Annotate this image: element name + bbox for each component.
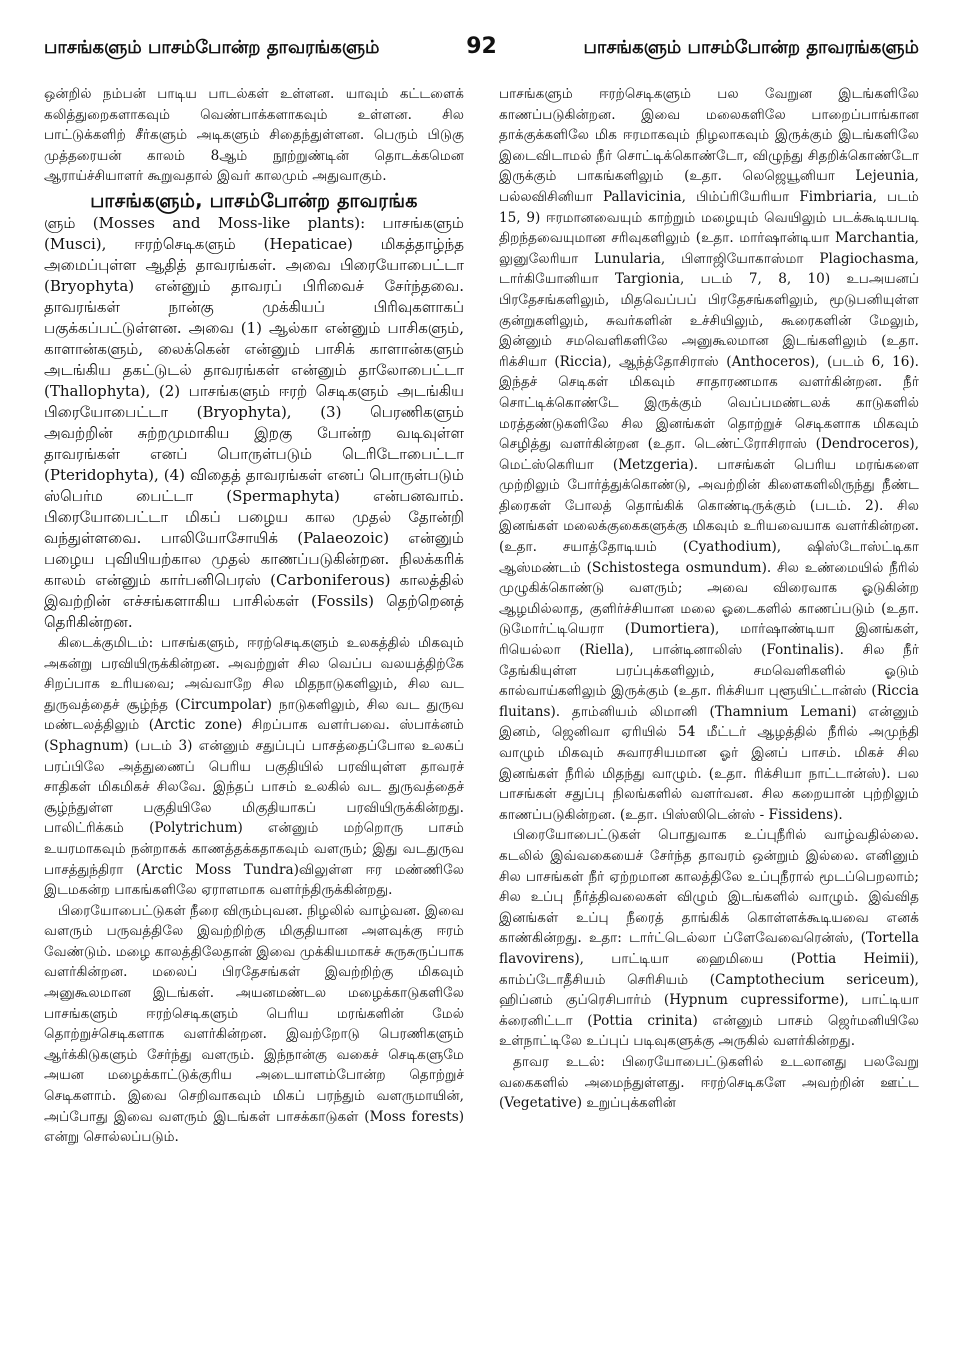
intro-paragraph: ஒன்றில் நம்பன் பாடிய பாடல்கள் உள்ளன. யாவும் கட்டளைக் கலித்துறைகளாகவும் வெண்பாக்களாகவும் உள்ளன. சில பாட்டுக்களிற் சீர்களும் அடிகளும் சிதைந்துள்ளன. பெரும் பிடுகு முத்தரையன் காலம் 8ஆம் நூற்றுண்டின் தொடக்கமென ஆராய்ச்சியாளர் கூறுவதால் இவர் காலமும் அதுவாகும்.	[44, 86, 464, 185]
header-right-title: பாசங்களும் பாசம்போன்ற தாவரங்களும்	[583, 37, 919, 58]
header-left-title: பாசங்களும் பாசம்போன்ற தாவரங்களும்	[44, 37, 380, 58]
text-columns	[44, 84, 919, 1148]
left-column	[44, 84, 464, 1148]
distribution-paragraph: கிடைக்குமிடம்: பாசங்களும், ஈரற்செடிகளும் உலகத்தில் மிகவும் அகன்று பரவியிருக்கின்றன. அவற்றுள் சில வெப்ப வலயத்திற்கே சிறப்பாக உரியவை; அவ்வாறே சில மிதநாடுகளிலும், சில வட துருவத்தைச் சூழ்ந்த (Circumpolar) நாடுகளிலும், சில வட துருவ மண்டலத்திலும் (Arctic zone) சிறப்பாக வளர்பவை. ஸ்பாக்னம் (Sphagnum) (படம் 3) என்னும் சதுப்புப் பாசத்தைப்போல உலகப் பரப்பிலே அத்துணைப் பெரிய பகுதியில் பரவியுள்ள தாவரச் சாதிகள் மிகமிகச் சிலவே. இந்தப் பாசம் உலகில் வட துருவத்தைச் சூழ்ந்துள்ள பகுதியிலே மிகுதியாகப் பரவியிருக்கின்றது. பாலிட்ரிக்கம் (Polytrichum) என்னும் மற்றொரு பாசம் உயரமாகவும் நன்றாகக் காணத்தக்கதாகவும் வளரும்; இது வடதுருவ பாசத்துந்திரா (Arctic Moss Tundra)விலுள்ள ஈர மண்ணிலே இடமகன்ற பாகங்களிலே ஏராளமாக வளர்ந்திருக்கின்றது.	[44, 634, 464, 899]
running-header	[44, 34, 919, 70]
habitats-paragraph: பாசங்களும் ஈரற்செடிகளும் பல வேறுன இடங்களிலே காணப்படுகின்றன. இவை மலைகளிலே பாறைப்பாங்கான தாக்குக்களிலே மிக ஈரமாகவும் நிழலாகவும் இருக்கும் இடங்களிலே இடைவிடாமல் நீர் சொட்டிக்கொண்டோ, விழுந்து சிதறிக்கொண்டோ இருக்கும் பாகங்களிலும் (உதா. லெஜெயூனியா Lejeunia, பல்லவிசினியா Pallavicinia, பிம்ப்ரியேரியா Fimbriaria, படம் 15, 9) ஈரமானவையும் காற்றும் மழையும் வெயிலும் படக்கூடியபடி திறந்தவையுமான சரிவுகளிலும் (உதா. மார்ஷான்டியா Marchantia, லுனுலேரியா Lunularia, பிளாஜியோகாஸ்மா Plagiochasma, டார்கியோனியா Targionia, படம் 7, 8, 10) உபஅயனப் பிரதேசங்களிலும், மிதவெப்பப் பிரதேசங்களிலும், மூடுபனியுள்ள குன்றுகளிலும், சுவர்களின் உச்சியிலும், கூரைகளின் மேலும், இன்னும் சமவெளிகளிலே அனுகூலமான இடங்களிலும் (உதா. ரிக்சியா (Riccia), ஆந்த்தோசிராஸ் (Anthoceros), (படம் 6, 16). இந்தச் செடிகள் மிகவும் சாதாரணமாக வளர்கின்றன. நீர் சொட்டிக்கொண்டே இருக்கும் வெப்பமண்டலக் காடுகளில் மரத்தண்டுகளிலே சில இனங்கள் தொற்றுச் செடிகளாக மிகவும் செழித்து வளர்கின்றன (உதா. டெண்ட்ரோசிராஸ் (Dendroceros), மெட்ஸ்கெரியா (Metzgeria). பாசங்கள் பெரிய மரங்களை முற்றிலும் போர்த்துக்கொண்டு, அவற்றின் கிளைகளிலிருந்து நீண்ட திரைகள் போலத் தொங்கிக் கொண்டிருக்கும் (படம். 2). சில இனங்கள் மலைக்குகைகளுக்கு மிகவும் உரியவையாக வளர்கின்றன. (உதா. சயாத்தோடியம் (Cyathodium), ஷிஸ்டோஸ்ட்டிகா ஆஸ்மண்டம் (Schistostega osmundum). சில உண்மையில் நீரில் முழுகிக்கொண்டு வளரும்; அவை விரைவாக ஓடுகின்ற ஆழமில்லாத, குளிர்ச்சியான மலை ஓடைகளில் காணப்படும் (உதா. டுமோர்ட்டியெரா (Dumortiera), மார்ஷாண்டியா இனங்கள், ரியெல்லா (Riella), பான்டினாலிஸ் (Fontinalis). சில நீர் தேங்கியுள்ள பரப்புக்களிலும், சமவெளிகளில் ஓடும் கால்வாய்களிலும் இருக்கும் (உதா. ரிக்சியா புளூயிட்டான்ஸ் (Riccia fluitans). தாம்னியம் லிமானி (Thamnium Lemani) என்னும் இனம், ஜெனிவா ஏரியில் 54 மீட்டர் ஆழத்தில் நீரில் அமுந்தி வாழும் மிகவும் சுவாரசியமான ஓர் இனப் பாசம். மிகச் சில இனங்கள் நீரில் மிதந்து வாழும். (உதா. ரிக்சியா நாட்டான்ஸ்). பல பாசங்கள் சதுப்பு நிலங்களில் வளர்வன. சில கறையான் புற்றிலும் காணப்படுகின்றன. (உதா. பிஸ்ஸிடென்ஸ் - Fissidens).	[499, 86, 919, 823]
article-heading: பாசங்களும், பாசம்போன்ற தாவரங்க	[90, 189, 418, 212]
salt-water-paragraph: பிரையோபைட்டுகள் பொதுவாக உப்புநீரில் வாழ்வதில்லை. கடலில் இவ்வகையைச் சேர்ந்த தாவரம் ஒன்றும் இல்லை. எனினும் சில பாசங்கள் நீர் ஏற்றமான காலத்திலே உப்புநீரால் மூடப்பெறலாம்; சில உப்பு நீர்த்திவலைகள் விழும் இடங்களில் வாழும். இவ்வித இனங்கள் உப்பு நீரைத் தாங்கிக் கொள்ளக்கூடியவை எனக் காண்கின்றது. உதா: டார்ட்டெல்லா ப்ளேவேவைரென்ஸ், (Tortella flavovirens), பாட்டியா ஹைமியை (Pottia Heimii), காம்ப்டோதீசியம் செரிசியம் (Camptothecium sericeum), ஹிப்னம் குப்ரெசிபார்ம் (Hypnum cupressiforme), பாட்டியா க்ரைனிட்டா (Pottia crinita) என்னும் பாசம் ஜெர்மனியிலே உள்நாட்டிலே உப்புப் படிவுகளுக்கு அருகில் வளர்கின்றது.	[499, 827, 919, 1050]
article-lead-paragraph: ளும் (Mosses and Moss-like plants): பாசங்களும் (Musci), ஈரற்செடிகளும் (Hepaticae) மிகத்தாழ்ந்த அமைப்புள்ள ஆதித் தாவரங்கள். அவை பிரையோபைட்டா (Bryophyta) என்னும் தாவரப் பிரிவைச் சேர்ந்தவை. தாவரங்கள் நான்கு முக்கியப் பிரிவுகளாகப் பகுக்கப்பட்டுள்ளன. அவை (1) ஆல்கா என்னும் பாசிகளும், காளான்களும், லைக்கென் என்னும் பாசிக் காளான்களும் அடங்கிய தகட்டுடல் தாவரங்கள் என்னும் தாலோபைட்டா (Thallophyta), (2) பாசங்களும் ஈரற் செடிகளும் அடங்கிய பிரையோபைட்டா (Bryophyta), (3) பெரணிகளும் அவற்றின் சுற்றமுமாகிய இறகு போன்ற வடிவுள்ள தாவரங்கள் எனப் பொருள்படும் டெரிடோபைட்டா (Pteridophyta), (4) விதைத் தாவரங்கள் எனப் பொருள்படும் ஸ்பெர்ம பைட்டா (Spermaphyta) என்பனவாம். பிரையோபைட்டா மிகப் பழைய கால முதல் தோன்றி வந்துள்ளவை. பாலியோசோயிக் (Palaeozoic) என்னும் பழைய புவியியற்கால முதல் காணப்படுகின்றன. நிலக்கரிக் காலம் என்னும் கார்பனிபெரஸ் (Carboniferous) காலத்தில் இவற்றின் எச்சங்களாகிய பாசில்கள் (Fossils) தெற்றெனத் தெரிகின்றன.	[44, 213, 464, 631]
moisture-paragraph: பிரையோபைட்டுகள் நீரை விரும்புவன. நிழலில் வாழ்வன. இவை வளரும் பருவத்திலே இவற்றிற்கு மிகுதியான அளவுக்கு ஈரம் வேண்டும். மழை காலத்திலேதான் இவை முக்கியமாகச் சுருசுருப்பாக வளர்கின்றன. மலைப் பிரதேசங்கள் இவற்றிற்கு மிகவும் அனுகூலமான இடங்கள். அயனமண்டல மழைக்காடுகளிலே பாசங்களும் ஈரற்செடிகளும் பெரிய மரங்களின் மேல் தொற்றுச்செடிகளாக வளர்கின்றன. இவற்றோடு பெரணிகளும் ஆர்க்கிடுகளும் சேர்ந்து வளரும். இந்நான்கு வகைச் செடிகளுமே அயன மழைக்காட்டுக்குரிய அடையாளம்போன்ற தொற்றுச் செடிகளாம். இவை செறிவாகவும் மிகப் பரந்தும் வளருமாயின், அப்போது இவை வளரும் இடங்கள் பாசக்காடுகள் (Moss forests) என்று சொல்லப்படும்.	[44, 902, 464, 1146]
page-number: 92	[466, 34, 497, 59]
plant-body-paragraph: தாவர உடல்: பிரையோபைட்டுகளில் உடலானது பலவேறு வகைகளில் அமைந்துள்ளது. ஈரற்செடிகளே அவற்றின் ஊட்ட (Vegetative) உறுப்புக்களின்	[499, 1053, 919, 1112]
right-column	[499, 84, 919, 1148]
